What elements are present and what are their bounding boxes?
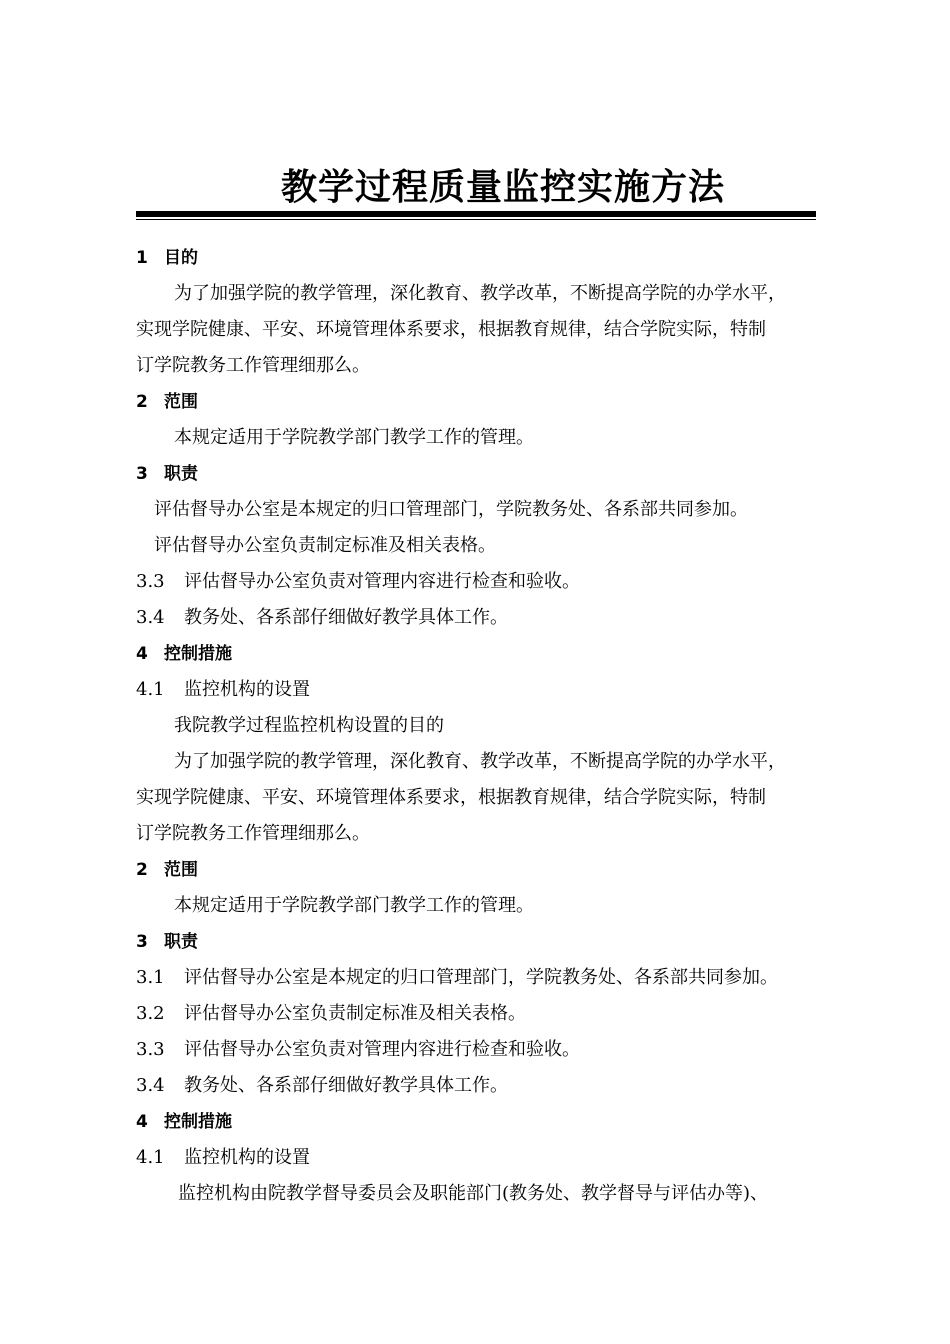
numbered-item: 3.3 评估督导办公室负责对管理内容进行检查和验收。 [136, 1039, 580, 1060]
section-heading: 4 控制措施 [136, 1112, 232, 1132]
paragraph-line: 为了加强学院的教学管理，深化教育、教学改革，不断提高学院的办学水平， [174, 751, 786, 772]
title-rule-thin [136, 219, 816, 220]
paragraph-line: 为了加强学院的教学管理，深化教育、教学改革，不断提高学院的办学水平， [174, 283, 786, 304]
paragraph-line: 本规定适用于学院教学部门教学工作的管理。 [174, 427, 534, 448]
section-heading: 3 职责 [136, 932, 198, 952]
page-title: 教学过程质量监控实施方法 [280, 167, 725, 208]
numbered-item: 3.1 评估督导办公室是本规定的归口管理部门，学院教务处、各系部共同参加。 [136, 967, 778, 988]
numbered-item: 4.1 监控机构的设置 [136, 1147, 310, 1168]
numbered-item: 3.3 评估督导办公室负责对管理内容进行检查和验收。 [136, 571, 580, 592]
section-heading: 4 控制措施 [136, 644, 232, 664]
section-heading: 1 目的 [136, 248, 198, 268]
paragraph-line: 订学院教务工作管理细那么。 [136, 355, 370, 376]
paragraph-line: 评估督导办公室负责制定标准及相关表格。 [154, 535, 496, 556]
paragraph-line: 监控机构由院教学督导委员会及职能部门(教务处、教学督导与评估办等)、 [178, 1183, 769, 1204]
numbered-item: 3.2 评估督导办公室负责制定标准及相关表格。 [136, 1003, 526, 1024]
paragraph-line: 我院教学过程监控机构设置的目的 [174, 715, 444, 736]
paragraph-line: 订学院教务工作管理细那么。 [136, 823, 370, 844]
numbered-item: 4.1 监控机构的设置 [136, 679, 310, 700]
paragraph-line: 本规定适用于学院教学部门教学工作的管理。 [174, 895, 534, 916]
document-body [136, 240, 826, 1212]
paragraph-line: 实现学院健康、平安、环境管理体系要求，根据教育规律，结合学院实际，特制 [136, 787, 766, 808]
section-heading: 3 职责 [136, 464, 198, 484]
numbered-item: 3.4 教务处、各系部仔细做好教学具体工作。 [136, 1075, 508, 1096]
section-heading: 2 范围 [136, 860, 198, 880]
paragraph-line: 评估督导办公室是本规定的归口管理部门，学院教务处、各系部共同参加。 [154, 499, 748, 520]
title-rule-thick [136, 211, 816, 217]
section-heading: 2 范围 [136, 392, 198, 412]
paragraph-line: 实现学院健康、平安、环境管理体系要求，根据教育规律，结合学院实际，特制 [136, 319, 766, 340]
numbered-item: 3.4 教务处、各系部仔细做好教学具体工作。 [136, 607, 508, 628]
